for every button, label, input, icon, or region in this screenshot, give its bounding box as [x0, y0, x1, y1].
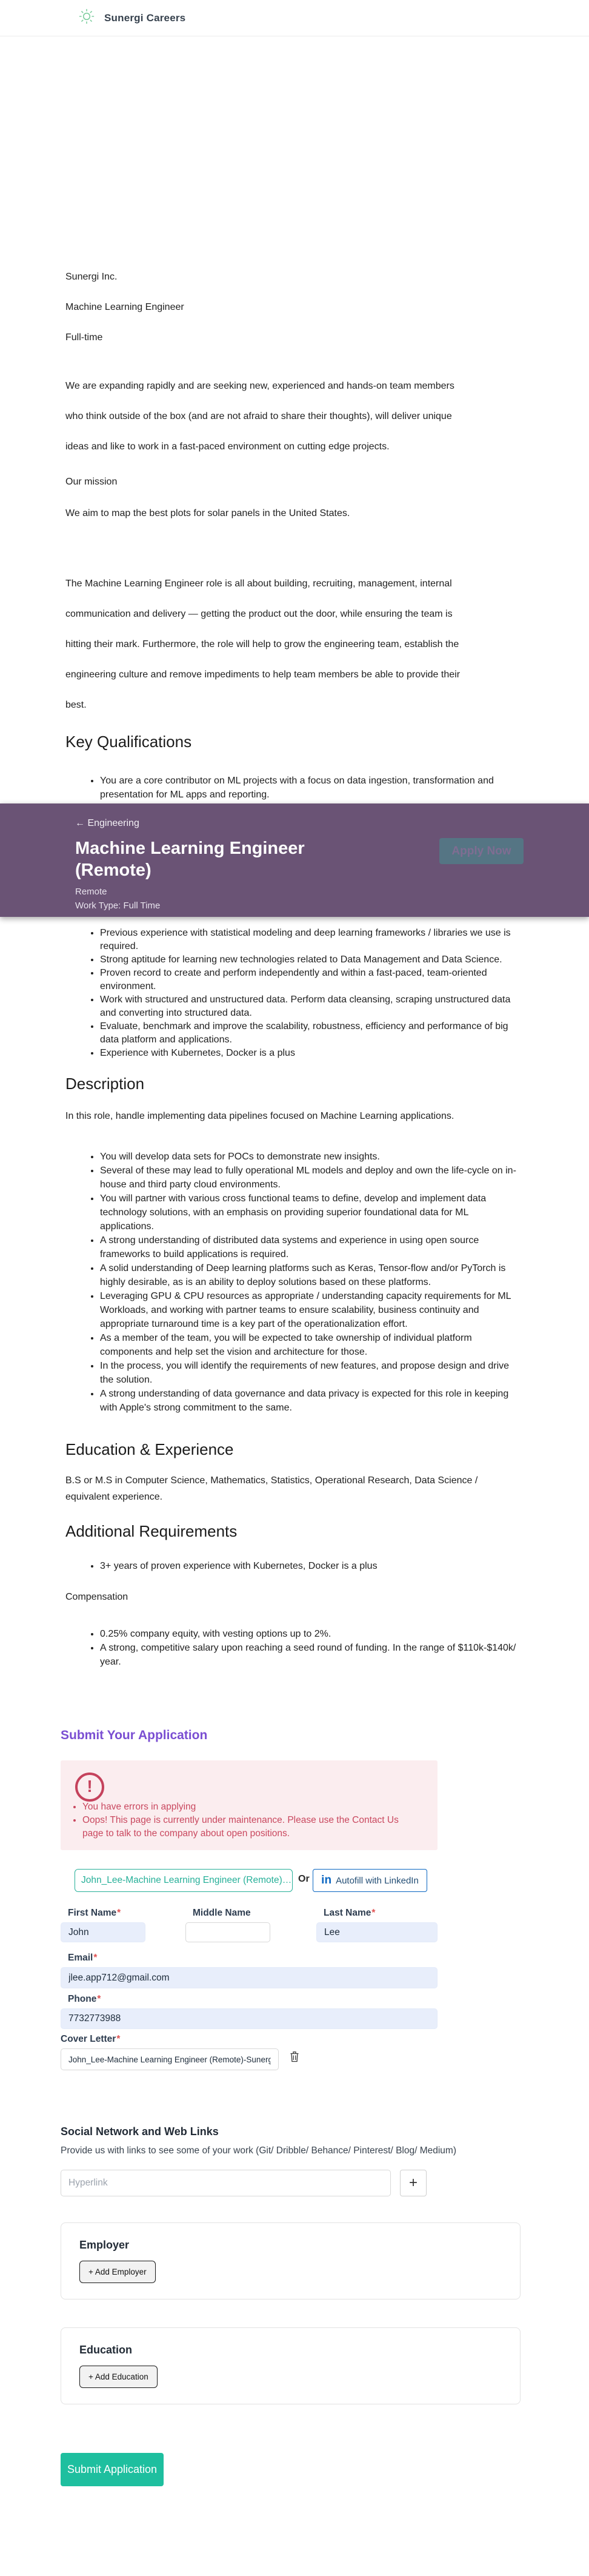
job-title: Machine Learning Engineer [65, 302, 184, 312]
middle-name-label: Middle Name [193, 1908, 251, 1918]
sun-logo-icon [78, 7, 96, 29]
first-name-label: First Name* [68, 1908, 121, 1918]
qualification-item: • Strong aptitude for learning new technologies related to Data Management and Data Science. [100, 953, 524, 967]
key-qualifications-heading: Key Qualifications [65, 733, 192, 751]
description-intro: In this role, handle implementing data pipelines focused on Machine Learning applications. [65, 1111, 454, 1121]
linkedin-icon: in [321, 1874, 332, 1887]
compensation-list [75, 1627, 524, 1669]
additional-requirements-heading: Additional Requirements [65, 1522, 238, 1540]
add-employer-button[interactable]: + Add Employer [79, 2261, 156, 2283]
description-item: • In the process, you will identify the requirements of new features, and propose design and drive the solution. [100, 1359, 524, 1387]
compensation-item: • 0.25% company equity, with vesting options up to 2%. [100, 1627, 524, 1641]
description-item: • As a member of the team, you will be expected to take ownership of individual platform components and help set the vision and architecture for those. [100, 1331, 524, 1359]
apply-now-button[interactable]: Apply Now [439, 838, 524, 864]
job-banner [0, 803, 589, 917]
back-arrow-icon: ← [75, 818, 85, 828]
autofill-linkedin-label: Autofill with LinkedIn [336, 1875, 419, 1886]
back-label: Engineering [87, 818, 139, 828]
last-name-label: Last Name* [324, 1908, 376, 1918]
back-link[interactable] [75, 818, 589, 829]
or-label: Or [298, 1874, 310, 1884]
compensation-item: • A strong, competitive salary upon reaching a seed round of funding. In the range of $110k-$140k/ year. [100, 1641, 524, 1669]
cover-letter-label: Cover Letter* [61, 2034, 121, 2044]
autofill-linkedin-button[interactable] [313, 1869, 427, 1892]
intro-paragraph: We are expanding rapidly and are seeking new, experienced and hands-on team members who think outside of the box (and are not afraid to share their thoughts), will deliver unique ideas and like to work in a fast-paced environment on cutting edge projects. [65, 381, 454, 452]
employer-heading: Employer [79, 2239, 130, 2251]
middle-name-input[interactable] [185, 1922, 270, 1942]
education-heading: Education [79, 2344, 133, 2356]
add-link-button[interactable]: + [400, 2170, 427, 2196]
education-experience-text: B.S or M.S in Computer Science, Mathematics, Statistics, Operational Research, Data Science / equivalent experience. [65, 1475, 478, 1502]
education-card [61, 2327, 521, 2404]
email-label: Email* [68, 1953, 98, 1963]
last-name-input[interactable] [316, 1922, 438, 1942]
employer-card [61, 2222, 521, 2299]
banner-location: Remote [75, 887, 107, 897]
additional-requirements-list [75, 1560, 378, 1573]
error-item: • Oops! This page is currently under maintenance. Please use the Contact Us page to talk to the company about open positions. [82, 1814, 410, 1840]
qualification-item: • Previous experience with statistical modeling and deep learning frameworks / libraries we use is required. [100, 927, 524, 953]
description-item: • A strong understanding of distributed data systems and experience in using open source frameworks to build applications is required. [100, 1233, 524, 1261]
submit-application-button[interactable]: Submit Application [61, 2453, 164, 2486]
hyperlink-input[interactable] [61, 2170, 391, 2196]
social-links-subtext: Provide us with links to see some of your work (Git/ Dribble/ Behance/ Pinterest/ Blog/ Medium) [61, 2145, 456, 2156]
description-item: • You will develop data sets for POCs to demonstrate new insights. [100, 1150, 524, 1164]
email-input[interactable] [61, 1967, 438, 1988]
qualification-item: • Proven record to create and perform independently and within a fast-paced, team-oriented environment. [100, 967, 524, 993]
compensation-label: Compensation [65, 1592, 128, 1602]
description-heading: Description [65, 1075, 145, 1093]
requirement-item: • 3+ years of proven experience with Kubernetes, Docker is a plus [100, 1560, 378, 1573]
phone-input[interactable] [61, 2008, 438, 2029]
company-name: Sunergi Inc. [65, 272, 118, 282]
qualification-item: • Experience with Kubernetes, Docker is a plus [100, 1047, 524, 1060]
description-item: • A strong understanding of data governance and data privacy is expected for this role in keeping with Apple's strong commitment to the same. [100, 1387, 524, 1415]
mission-label: Our mission [65, 477, 118, 487]
qualification-item: • You are a core contributor on ML projects with a focus on data ingestion, transformation and presentation for ML apps and reporting. [100, 774, 524, 802]
education-experience-heading: Education & Experience [65, 1440, 234, 1458]
banner-job-title: Machine Learning Engineer (Remote) [75, 839, 305, 880]
qualification-item: • Evaluate, benchmark and improve the scalability, robustness, efficiency and performance of big data platform and applications. [100, 1020, 524, 1047]
error-list [69, 1800, 410, 1840]
banner-work-type: Work Type: Full Time [75, 901, 161, 911]
resume-file-chip[interactable]: John_Lee-Machine Learning Engineer (Remote)… [75, 1869, 293, 1892]
qualification-item: • Work with structured and unstructured data. Perform data cleansing, scraping unstructured data and converting into structured data. [100, 993, 524, 1020]
top-header [0, 0, 589, 36]
description-item: • A solid understanding of Deep learning platforms such as Keras, Tensor-flow and/or PyTorch is highly desirable, as is an ability to deploy solutions based on these platforms. [100, 1261, 524, 1289]
trash-icon [290, 2055, 299, 2064]
employment-type: Full-time [65, 332, 103, 343]
key-qualifications-list [75, 927, 524, 1060]
delete-cover-letter-button[interactable] [290, 2051, 299, 2064]
description-item: • Leveraging GPU & CPU resources as appropriate / understanding capacity requirements for ML Workloads, and working with partner teams to ensure scalability, business continuity and appropriate turnaround time is a key part of the operationalization effort. [100, 1289, 524, 1331]
key-qualifications-lead-list [75, 774, 524, 802]
phone-label: Phone* [68, 1994, 101, 2004]
add-education-button[interactable]: + Add Education [79, 2366, 158, 2388]
mission-text: We aim to map the best plots for solar panels in the United States. [65, 508, 350, 518]
role-summary: The Machine Learning Engineer role is all about building, recruiting, management, internal communication and delivery — getting the product out the door, while ensuring the team is hitting their mark. Furthermore, the role will help to grow the engineering team, establish the engineering culture and remove impediments to help team members be able to provide their best. [65, 579, 461, 710]
cover-letter-file[interactable] [61, 2048, 279, 2070]
submit-application-heading: Submit Your Application [61, 1728, 208, 1742]
description-item: • Several of these may lead to fully operational ML models and deploy and own the life-cycle on in-house and third party cloud environments. [100, 1164, 524, 1192]
error-icon: ! [75, 1773, 104, 1802]
error-panel [61, 1760, 438, 1850]
social-links-heading: Social Network and Web Links [61, 2125, 219, 2138]
description-item: • You will partner with various cross functional teams to define, develop and implement data technology solutions, with an emphasis on providing superior foundational data for ML applications. [100, 1192, 524, 1233]
description-list [75, 1150, 524, 1415]
first-name-input[interactable] [61, 1922, 145, 1942]
error-item: • You have errors in applying [82, 1800, 410, 1814]
brand-title: Sunergi Careers [104, 12, 186, 24]
